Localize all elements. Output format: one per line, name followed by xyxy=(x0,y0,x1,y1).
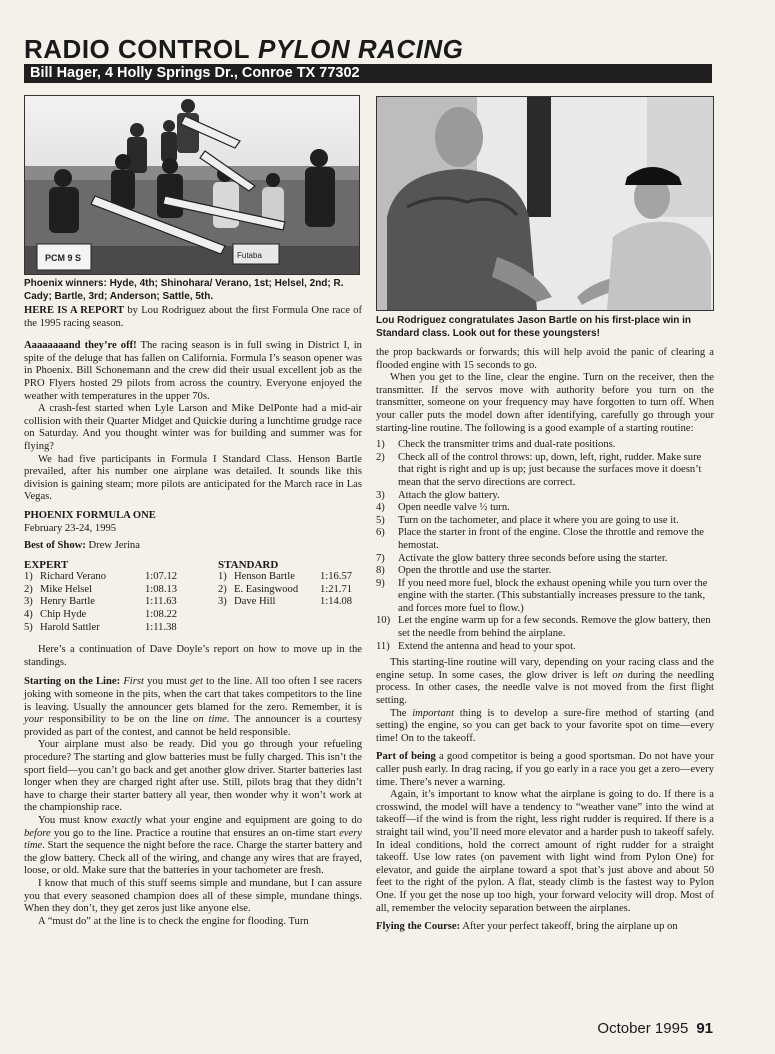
result-name: Henry Bartle xyxy=(40,596,96,608)
routine-step-text: Check all of the control throws: up, down, left, right, rudder. Make sure that right is right and up is up; just because the surfaces move it doesn’t mean that the servo directions are correct. xyxy=(398,451,702,488)
routine-step xyxy=(376,565,714,578)
routine-step xyxy=(376,439,714,452)
author-address: Bill Hager, 4 Holly Springs Dr., Conroe TX 77302 xyxy=(30,65,360,81)
routine-step xyxy=(376,502,714,515)
routine-step-number: 4) xyxy=(376,502,385,514)
issue-date: October 1995 xyxy=(597,1020,689,1037)
column-title-italic: PYLON RACING xyxy=(258,34,464,64)
event-date: February 23-24, 1995 xyxy=(24,522,117,534)
paragraph: Starting on the Line: First you must get to the line. All too often I see racers joking with someone in the pits, when the cart that takes competitors to the line is leaving. Usually the announcer gets blamed for the zero. Remember, it is your responsibility to be on the line on time. The announcer is a courtesy provided as part of the contest, and cannot be held responsible. xyxy=(24,676,362,738)
standard-results xyxy=(218,559,362,635)
column-title-plain: RADIO CONTROL xyxy=(24,34,251,64)
result-time: 1:07.12 xyxy=(145,571,178,583)
paragraph: A “must do” at the line is to check the engine for flooding. Turn xyxy=(38,915,309,927)
expert-result-row xyxy=(24,622,218,635)
routine-step-number: 8) xyxy=(376,565,385,577)
result-rank: 3) xyxy=(24,596,33,608)
routine-step-text: Let the engine warm up for a few seconds. Remove the glow battery, then set the needle from behind the airplane. xyxy=(398,615,711,640)
left-column xyxy=(24,305,362,928)
box-brand-label: Futaba xyxy=(237,251,262,260)
standard-result-row xyxy=(218,584,362,597)
result-name: E. Easingwood xyxy=(234,583,299,595)
event-title: PHOENIX FORMULA ONE xyxy=(24,509,156,521)
page-number: 91 xyxy=(696,1020,713,1037)
standard-result-row xyxy=(218,571,362,584)
routine-step-number: 10) xyxy=(376,615,391,627)
winners-group-photo xyxy=(24,95,360,275)
results-table xyxy=(24,559,362,635)
author-address-bar xyxy=(24,64,712,83)
paragraph: When you get to the line, clear the engine. Turn on the receiver, then the transmitter. If the servos move with authority before you turn on the transmitter, someone on your frequency may have forgotten to turn off. When your caller puts the model down after identifying, carefully go through your starting-line routine. The following is a good example of a starting routine: xyxy=(376,372,714,434)
routine-step-text: Check the transmitter trims and dual-rate positions. xyxy=(398,439,616,451)
paragraph: Part of being a good competitor is being a good sportsman. Do not have your caller push early. In drag racing, if you go early in a race you get a zero—every time. There’s never a warning. xyxy=(376,751,714,788)
result-rank: 2) xyxy=(24,583,33,595)
paragraph: the prop backwards or forwards; this will help avoid the panic of clearing a flooded engine with 15 seconds to go. xyxy=(376,347,714,371)
handshake-photo xyxy=(376,96,714,311)
winners-photo-caption: Phoenix winners: Hyde, 4th; Shinohara/ Verano, 1st; Helsel, 2nd; R. Cady; Bartle, 3rd; Anderson; Sattle, 5th. xyxy=(24,278,344,302)
routine-step xyxy=(376,578,714,616)
routine-step-number: 9) xyxy=(376,577,385,589)
paragraph: Here’s a continuation of Dave Doyle’s report on how to move up in the standings. xyxy=(24,644,362,668)
expert-result-row xyxy=(24,596,218,609)
result-time: 1:11.63 xyxy=(145,596,177,608)
paragraph: We had five participants in Formula I Standard Class. Henson Bartle prevailed, after his number one airplane was detailed. It sounds like this division is gaining steam; more pilots are anticipated for the March race in Las Vegas. xyxy=(24,453,362,503)
result-time: 1:16.57 xyxy=(320,571,353,583)
result-time: 1:08.13 xyxy=(145,583,178,595)
handshake-photo-image xyxy=(377,97,713,310)
result-name: Mike Helsel xyxy=(40,583,93,595)
paragraph: This starting-line routine will vary, depending on your racing class and the engine setup. In some cases, the glow driver is left on during the needling process. In other cases, the needle valve is not moved from the first flight setting. xyxy=(376,657,714,707)
result-name: Harold Sattler xyxy=(40,621,100,633)
result-rank: 1) xyxy=(24,571,33,583)
routine-step-text: Open needle valve ½ turn. xyxy=(398,502,510,514)
routine-step xyxy=(376,490,714,503)
paragraph: Flying the Course: After your perfect takeoff, bring the airplane up on xyxy=(376,921,678,933)
standard-heading: STANDARD xyxy=(218,558,279,571)
result-rank: 2) xyxy=(218,583,227,595)
routine-step-text: Attach the glow battery. xyxy=(398,489,500,501)
expert-result-row xyxy=(24,571,218,584)
paragraph: You must know exactly what your engine and equipment are going to do before you go to the line. Practice a routine that ensures an on-time start every time. Start the sequence the night before the race. Charge the starter battery and the glow battery. Check all of the wiring, and change any wires that are frayed, loose, or old. Make sure that the batteries in your tachometer are fresh. xyxy=(24,814,362,877)
result-rank: 4) xyxy=(24,609,33,621)
result-time: 1:08.22 xyxy=(145,609,178,621)
expert-results xyxy=(24,559,218,635)
routine-step-text: Place the starter in front of the engine. Close the throttle and remove the hemostat. xyxy=(398,527,704,551)
result-name: Chip Hyde xyxy=(40,609,87,621)
winners-photo-image xyxy=(25,96,359,274)
best-of-show: Best of Show: Drew Jerina xyxy=(24,540,140,552)
routine-step-number: 6) xyxy=(376,527,385,539)
result-time: 1:21.71 xyxy=(320,583,353,595)
routine-step-number: 2) xyxy=(376,451,385,463)
result-name: Dave Hill xyxy=(234,596,276,608)
routine-step xyxy=(376,452,714,490)
intro-paragraph: HERE IS A REPORT by Lou Rodriguez about the first Formula One race of the 1995 racing season. xyxy=(24,305,362,329)
routine-step xyxy=(376,515,714,528)
routine-step-text: Activate the glow battery three seconds before using the starter. xyxy=(398,552,668,564)
result-time: 1:11.38 xyxy=(145,621,177,633)
result-time: 1:14.08 xyxy=(320,596,353,608)
column-title xyxy=(24,34,463,65)
expert-result-row xyxy=(24,584,218,597)
routine-step-text: Turn on the tachometer, and place it where you are going to use it. xyxy=(398,514,679,526)
result-rank: 1) xyxy=(218,571,227,583)
box-label: PCM 9 S xyxy=(45,253,82,263)
routine-step-text: Open the throttle and use the starter. xyxy=(398,565,552,577)
paragraph: Your airplane must also be ready. Did you go through your refueling procedure? The starting and glow batteries must be fully charged. This isn’t the sport field—you can’t go back and get another glow driver. Starter batteries last longer when they are charged right after use. Still, pilots brag that they didn’t have to charge their starter battery all year, then wonder why it won’t work at the championship race. xyxy=(24,739,362,814)
routine-step xyxy=(376,641,714,654)
routine-step xyxy=(376,615,714,640)
routine-step-number: 3) xyxy=(376,489,385,501)
routine-step-number: 11) xyxy=(376,640,390,652)
page-footer xyxy=(597,1020,713,1037)
expert-result-row xyxy=(24,609,218,622)
paragraph: I know that much of this stuff seems simple and mundane, but I can assure you that every seasoned champion does all of these simple, mundane things. When they don’t, they get zeros just like anyone else. xyxy=(24,877,362,915)
starting-routine-list xyxy=(376,439,714,653)
paragraph: The important thing is to develop a sure-fire method of starting (and setting) the engine, so you can get back to your favorite spot on time—every time! On to the takeoff. xyxy=(376,707,714,744)
routine-step xyxy=(376,527,714,552)
result-rank: 3) xyxy=(218,596,227,608)
routine-step-number: 7) xyxy=(376,552,385,564)
standard-result-row xyxy=(218,596,362,609)
paragraph: Again, it’s important to know what the airplane is going to do. If there is a crosswind, the model will have a tendency to “weather vane” into the wind at takeoff—if the wind is from the right, less right rudder is required. If there is a straight tail wind, you’ll need more elevator and a harder push to takeoff safely. In ideal conditions, hold the correct amount of right rudder for a straight takeoff. Use low rates (on pavement with light wind from Pylon One) for elevator, and guide the airplane toward a spot that’s just above and about 50 feet to the right of the pylon. A flat, steady climb is the fastest way to Pylon One. If you get the nose up too high, your forward velocity will drop. Most of all, remember the velocity separation between the airplanes. xyxy=(376,789,714,914)
right-column xyxy=(376,347,714,934)
routine-step xyxy=(376,553,714,566)
paragraph: A crash-fest started when Lyle Larson and Mike DelPonte had a mid-air collision with their Quarter Midget and Quickie during a lunchtime grudge race on Saturday. And you thought winter was for building and summer was for flying? xyxy=(24,403,362,452)
routine-step-text: If you need more fuel, block the exhaust opening while you turn over the engine with the starter. (This substantially increases pressure to the tank, and forces more fuel to flow.) xyxy=(398,577,708,614)
paragraph: Aaaaaaaand they’re off! The racing season is in full swing in District I, in spite of the deluge that has fallen on California. Formula I’s season opener was in Phoenix. Bill Schonemann and the crew did their usual excellent job as the PRO Flyers hosted 29 pilots from across the country. Everyone enjoyed the weather with temperatures in the upper 70s. xyxy=(24,340,362,402)
handshake-photo-caption: Lou Rodriguez congratulates Jason Bartle on his first-place win in Standard class. Look out for these youngsters! xyxy=(376,315,692,339)
routine-step-number: 5) xyxy=(376,514,385,526)
routine-step-number: 1) xyxy=(376,439,385,451)
result-name: Richard Verano xyxy=(40,571,106,583)
expert-heading: EXPERT xyxy=(24,558,69,571)
routine-step-text: Extend the antenna and head to your spot. xyxy=(398,640,576,652)
result-name: Henson Bartle xyxy=(234,571,295,583)
result-rank: 5) xyxy=(24,621,33,633)
